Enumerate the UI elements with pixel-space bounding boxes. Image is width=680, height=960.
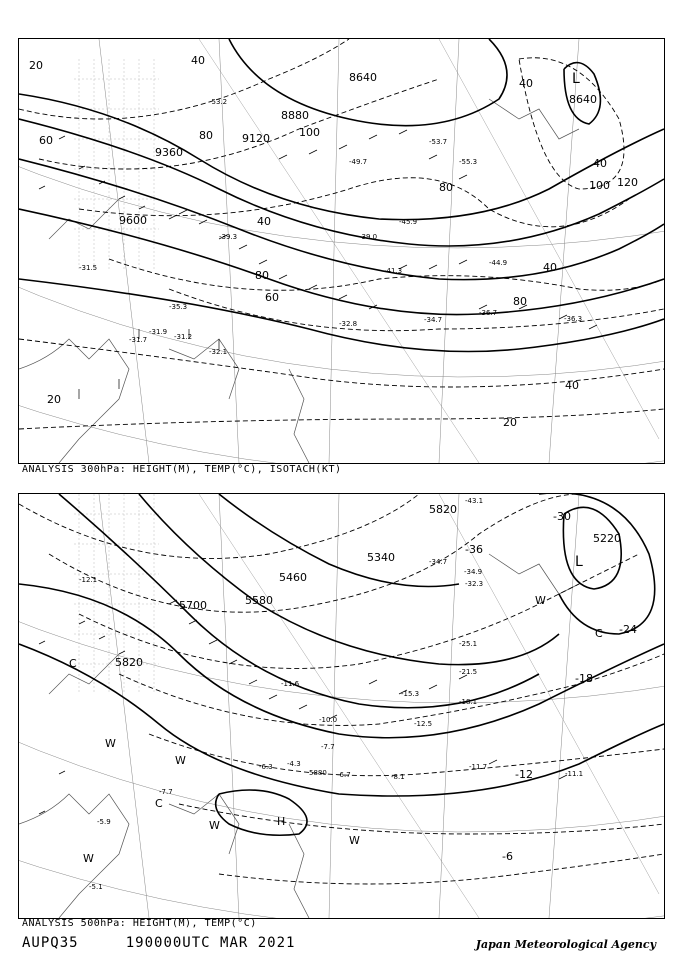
agency-name: Japan Meteorological Agency — [475, 938, 656, 951]
isotherm-label: -30 — [553, 510, 571, 523]
temp-value: -43.1 — [465, 497, 484, 505]
cold-marker: C — [595, 627, 603, 640]
coastline — [19, 99, 579, 463]
temp-value: -32.3 — [465, 580, 484, 588]
height-label: 5580 — [245, 594, 273, 607]
temp-value: -31.9 — [149, 328, 168, 336]
height-label: 8640 — [349, 71, 377, 84]
temp-value: -5.1 — [89, 883, 103, 891]
height-label: 5460 — [279, 571, 307, 584]
height-label: 9360 — [155, 146, 183, 159]
temp-value: -31.2 — [174, 333, 193, 341]
chart-panel-300hpa — [18, 38, 665, 464]
temp-value: -34.9 — [464, 568, 483, 576]
panel-caption-300hpa: ANALYSIS 300hPa: HEIGHT(M), TEMP(°C), ISOTACH(KT) — [22, 464, 342, 475]
temp-value: -31.5 — [79, 264, 98, 272]
isotherm-label: -36 — [465, 543, 483, 556]
height-label: 8640 — [569, 93, 597, 106]
height-label: 5340 — [367, 551, 395, 564]
temp-value: -55.3 — [459, 158, 478, 166]
isotach-label: 120 — [617, 176, 638, 189]
isotach-label: 100 — [589, 179, 610, 192]
map-300hpa — [19, 39, 664, 463]
isotach-label: 20 — [47, 393, 61, 406]
height-label: 9600 — [119, 214, 147, 227]
chart-panel-500hpa — [18, 493, 665, 919]
height-label: 5820 — [429, 503, 457, 516]
temp-value: -10.0 — [319, 716, 338, 724]
temp-value: -18.1 — [459, 698, 478, 706]
isotach-label: 80 — [255, 269, 269, 282]
chart-identifier — [22, 935, 295, 951]
temp-value: -34.7 — [424, 316, 443, 324]
temp-value: -31.7 — [129, 336, 148, 344]
temp-value: -34.7 — [429, 558, 448, 566]
isotherm-label: -12 — [515, 768, 533, 781]
terrain-hatch — [74, 59, 159, 269]
warm-marker: W — [105, 737, 116, 750]
warm-marker: W — [175, 754, 186, 767]
temp-value: -11.1 — [565, 770, 584, 778]
temp-value: -11.7 — [469, 763, 488, 771]
graticule — [19, 39, 664, 463]
cold-marker: C — [155, 797, 163, 810]
temp-value: -36.3 — [564, 315, 583, 323]
isotach-label: 80 — [513, 295, 527, 308]
height-label: 5700 — [179, 599, 207, 612]
coastline — [19, 554, 579, 918]
temp-value: -45.9 — [399, 218, 418, 226]
isotach-label: 60 — [265, 291, 279, 304]
warm-marker: W — [349, 834, 360, 847]
warm-marker: W — [535, 594, 546, 607]
isotach-label: 80 — [199, 129, 213, 142]
isotach-label: 40 — [593, 157, 607, 170]
isotherm-label: -18 — [575, 672, 593, 685]
temp-value: -49.7 — [349, 158, 368, 166]
temp-value: -7.7 — [159, 788, 173, 796]
low-pressure-marker: L — [575, 554, 583, 570]
isotach-label: 80 — [439, 181, 453, 194]
warm-marker: W — [209, 819, 220, 832]
valid-time: 190000UTC MAR 2021 — [125, 935, 296, 951]
temp-value: -6.3 — [259, 763, 273, 771]
temp-value: -12.1 — [79, 576, 98, 584]
temp-value: -11.6 — [281, 680, 300, 688]
map-500hpa — [19, 494, 664, 918]
temp-value: -53.7 — [429, 138, 448, 146]
temp-value: -12.5 — [414, 720, 433, 728]
temp-value: -39.0 — [359, 233, 378, 241]
high-pressure-marker: H — [277, 815, 286, 828]
temp-value: -25.1 — [459, 640, 478, 648]
panel-caption-500hpa: ANALYSIS 500hPa: HEIGHT(M), TEMP(°C) — [22, 918, 257, 929]
height-contours — [19, 39, 664, 352]
chart-code: AUPQ35 — [22, 935, 79, 951]
isotach-label: 40 — [543, 261, 557, 274]
temp-value: -32.1 — [209, 348, 228, 356]
temp-value: -32.8 — [339, 320, 358, 328]
height-label: 9120 — [242, 132, 270, 145]
temp-value: -6.7 — [337, 771, 351, 779]
temp-value: -5.9 — [97, 818, 111, 826]
isotach-label: 40 — [565, 379, 579, 392]
isotherm-label: -6 — [502, 850, 513, 863]
isotach-label: 20 — [29, 59, 43, 72]
isotherm-label: -24 — [619, 623, 637, 636]
temp-value: -39.3 — [219, 233, 238, 241]
height-label: 8880 — [281, 109, 309, 122]
temp-value: -35.3 — [169, 303, 188, 311]
isotach-label: 60 — [39, 134, 53, 147]
height-label: 5220 — [593, 532, 621, 545]
temp-value: -44.9 — [489, 259, 508, 267]
isotach-label: 40 — [191, 54, 205, 67]
temp-value: -4.3 — [287, 760, 301, 768]
warm-marker: W — [83, 852, 94, 865]
height-label: 5820 — [115, 656, 143, 669]
isotach-label: 40 — [519, 77, 533, 90]
cold-marker: C — [69, 657, 77, 670]
temp-value: -21.5 — [459, 668, 478, 676]
isotach-label: 20 — [503, 416, 517, 429]
temp-value: -41.3 — [384, 267, 403, 275]
temp-value: -36.7 — [479, 309, 498, 317]
temp-value: -15.3 — [401, 690, 420, 698]
height-label: 5880 — [309, 769, 327, 777]
graticule — [19, 494, 664, 918]
temp-value: -8.1 — [391, 773, 405, 781]
temp-value: -7.7 — [321, 743, 335, 751]
wind-barbs — [39, 130, 597, 399]
low-pressure-marker: L — [572, 71, 580, 87]
isotach-label: 100 — [299, 126, 320, 139]
temp-value: -53.2 — [209, 98, 228, 106]
isotach-label: 40 — [257, 215, 271, 228]
